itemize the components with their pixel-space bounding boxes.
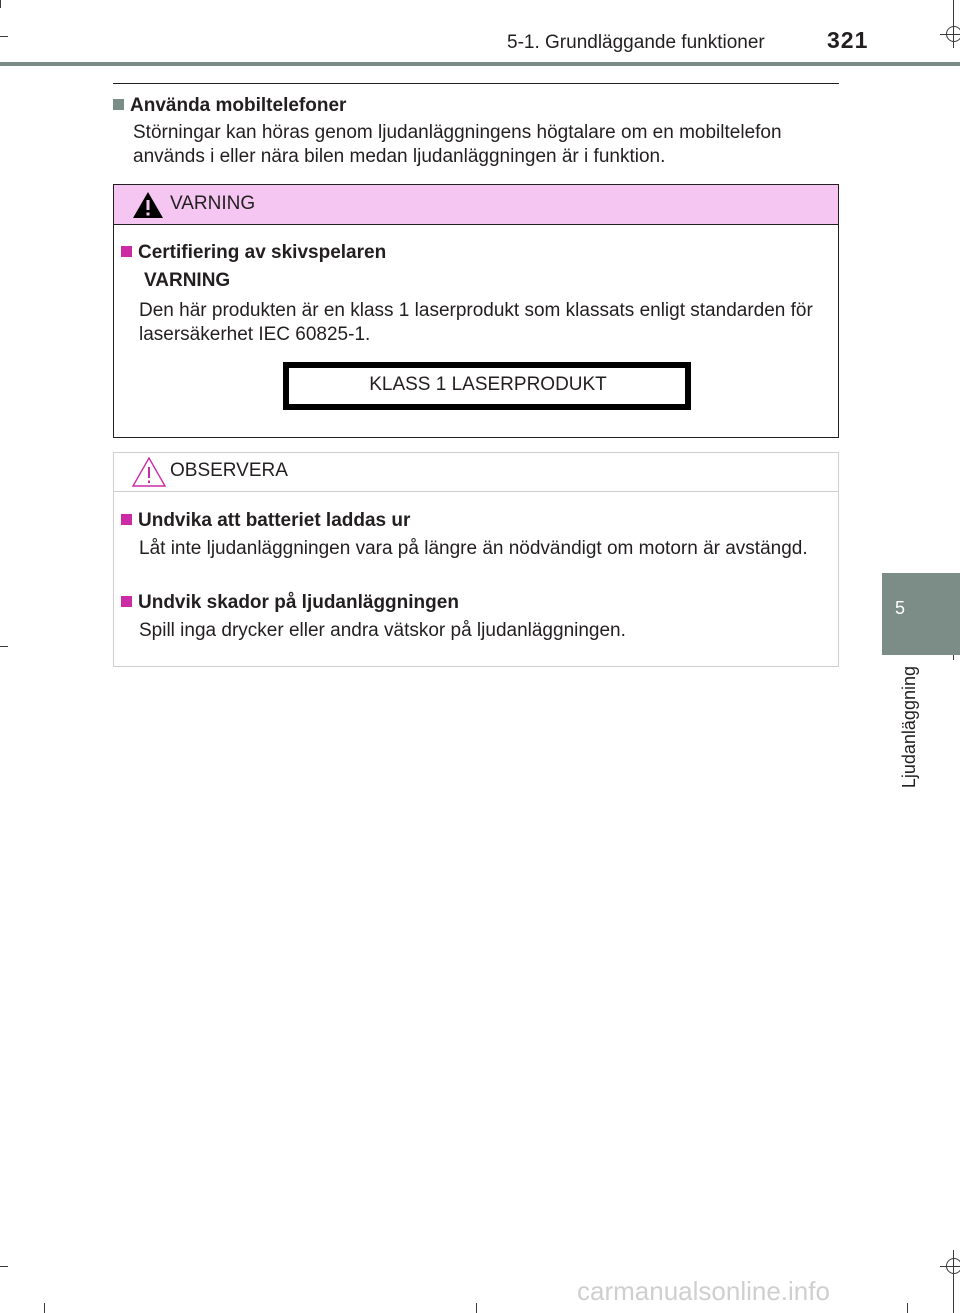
square-bullet-icon [121,514,132,525]
warning-body: Den här produkten är en klass 1 laserprodukt som klassats enligt standarden för lasersäkerhet IEC 60825-1. [139,300,813,345]
square-bullet-icon [121,246,132,257]
crop-mark [44,1303,45,1313]
laser-label: KLASS 1 LASERPRODUKT [369,374,607,395]
warning-title: VARNING [170,193,256,214]
notice-item-heading: Undvik skador på ljudanläggningen [121,591,459,615]
section-rule [113,83,839,84]
crop-mark [0,1266,8,1267]
notice-item-heading: Undvika att batteriet laddas ur [121,509,410,533]
header-rule [0,62,960,66]
crop-mark [907,1303,908,1313]
square-bullet-icon [113,99,124,110]
warning-subheading: VARNING [144,270,231,291]
chapter-number: 5 [894,598,905,618]
crop-mark [476,1303,477,1313]
page-number: 321 [827,27,869,53]
notice-title: OBSERVERA [170,460,288,481]
crop-mark [940,34,960,35]
running-header: 5-1. Grundläggande funktioner [507,32,765,53]
warning-heading: Certifiering av skivspelaren [121,241,386,265]
crop-mark [0,36,8,37]
section-heading: Använda mobiltelefoner [113,94,346,118]
notice-item-body: Låt inte ljudanläggningen vara på längre än nödvändigt om motorn är avstängd. [139,538,808,559]
crop-mark [953,1250,954,1313]
warning-triangle-icon [131,190,165,220]
crop-mark [940,1266,960,1267]
square-bullet-icon [121,596,132,607]
crop-mark [0,0,1,8]
section-body: Störningar kan höras genom ljudanläggningens högtalare om en mobiltelefon används i eller nära bilen medan ljudanläggningen är i funktion. [133,122,782,167]
chapter-label: Ljudanläggning [899,666,919,789]
crop-mark [0,646,8,647]
watermark: carmanualsonline.info [577,1276,830,1306]
crop-mark [953,0,954,48]
caution-triangle-icon [131,456,167,488]
notice-item-body: Spill inga drycker eller andra vätskor på ljudanläggningen. [139,620,626,641]
